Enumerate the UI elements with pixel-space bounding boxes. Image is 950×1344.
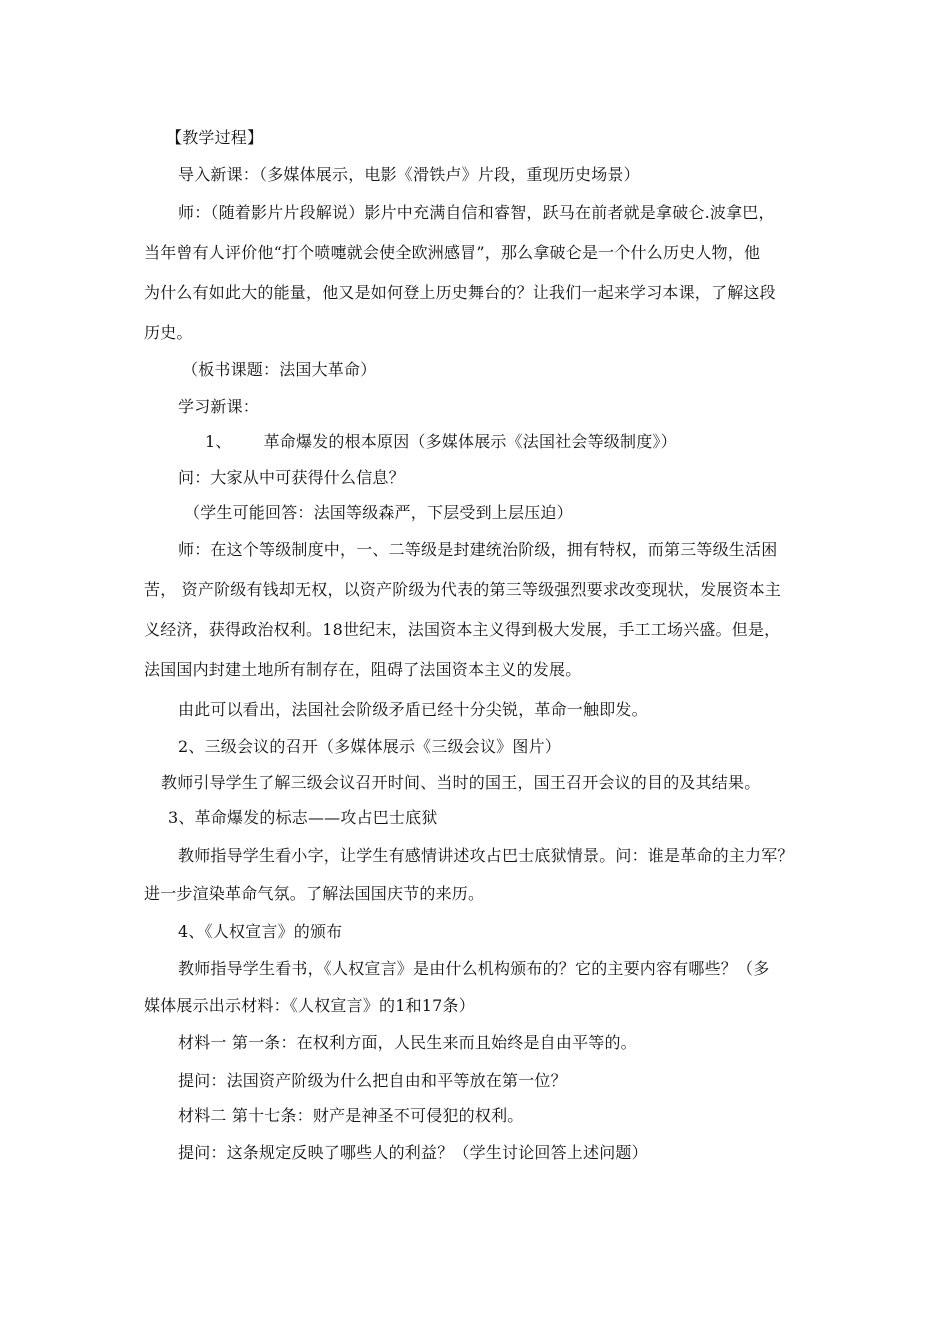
paragraph-line: 法国国内封建土地所有制存在，阻碍了法国资本主义的发展。 bbox=[144, 660, 582, 679]
paragraph-line: 媒体展示出示材料：《人权宣言》的1和17条） bbox=[144, 996, 475, 1015]
question-line: 提问：法国资产阶级为什么把自由和平等放在第一位？ bbox=[178, 1071, 567, 1090]
paragraph-line: 历史。 bbox=[144, 323, 193, 342]
paragraph-line: 教师指导学生看小字，让学生有感情讲述攻占巴士底狱情景。问：谁是革命的主力军？ bbox=[178, 846, 794, 865]
numbered-item: 2、三级会议的召开（多媒体展示《三级会议》图片） bbox=[178, 737, 561, 756]
paragraph-line: 苦， 资产阶级有钱却无权，以资产阶级为代表的第三等级强烈要求改变现状，发展资本主 bbox=[144, 580, 782, 599]
paragraph-line: 当年曾有人评价他“打个喷嚏就会使全欧洲感冒”，那么拿破仑是一个什么历史人物，他 bbox=[144, 243, 761, 262]
numbered-item: 4、《人权宣言》的颁布 bbox=[178, 922, 343, 941]
section-heading: 【教学过程】 bbox=[166, 128, 264, 147]
paragraph-line: 问：大家从中可获得什么信息？ bbox=[178, 468, 405, 487]
board-title-line: （板书课题：法国大革命） bbox=[182, 360, 377, 379]
item-text: 革命爆发的根本原因（多媒体展示《法国社会等级制度》） bbox=[263, 432, 677, 451]
question-line: 提问：这条规定反映了哪些人的利益？（学生讨论回答上述问题） bbox=[178, 1143, 648, 1162]
intro-line: 导入新课：（多媒体展示，电影《滑铁卢》片段，重现历史场景） bbox=[178, 165, 640, 184]
paragraph-line: 义经济，获得政治权利。18世纪末，法国资本主义得到极大发展，手工工场兴盛。但是， bbox=[144, 620, 781, 639]
material-line: 材料一 第一条：在权利方面，人民生来而且始终是自由平等的。 bbox=[178, 1033, 637, 1052]
paragraph-line: 由此可以看出，法国社会阶级矛盾已经十分尖锐，革命一触即发。 bbox=[178, 700, 648, 719]
numbered-item: 3、革命爆发的标志——攻占巴士底狱 bbox=[168, 808, 438, 827]
paragraph-line: 教师指导学生看书，《人权宣言》是由什么机构颁布的？它的主要内容有哪些？（多 bbox=[178, 959, 770, 978]
paragraph-line: 为什么有如此大的能量，他又是如何登上历史舞台的？让我们一起来学习本课，了解这段 bbox=[144, 283, 776, 302]
paragraph-line: 师：（随着影片片段解说）影片中充满自信和睿智，跃马在前者就是拿破仑.波拿巴， bbox=[178, 203, 775, 222]
paragraph-line: 进一步渲染革命气氛。了解法国国庆节的来历。 bbox=[144, 884, 485, 903]
new-lesson-label: 学习新课： bbox=[178, 397, 260, 416]
item-number: 1、 bbox=[205, 432, 232, 451]
numbered-item bbox=[205, 432, 677, 452]
material-line: 材料二 第十七条：财产是神圣不可侵犯的权利。 bbox=[178, 1106, 524, 1125]
paragraph-line: 教师引导学生了解三级会议召开时间、当时的国王，国王召开会议的目的及其结果。 bbox=[161, 773, 761, 792]
paragraph-line: （学生可能回答：法国等级森严，下层受到上层压迫） bbox=[184, 503, 573, 522]
paragraph-line: 师：在这个等级制度中，一、二等级是封建统治阶级，拥有特权，而第三等级生活困 bbox=[178, 540, 778, 559]
